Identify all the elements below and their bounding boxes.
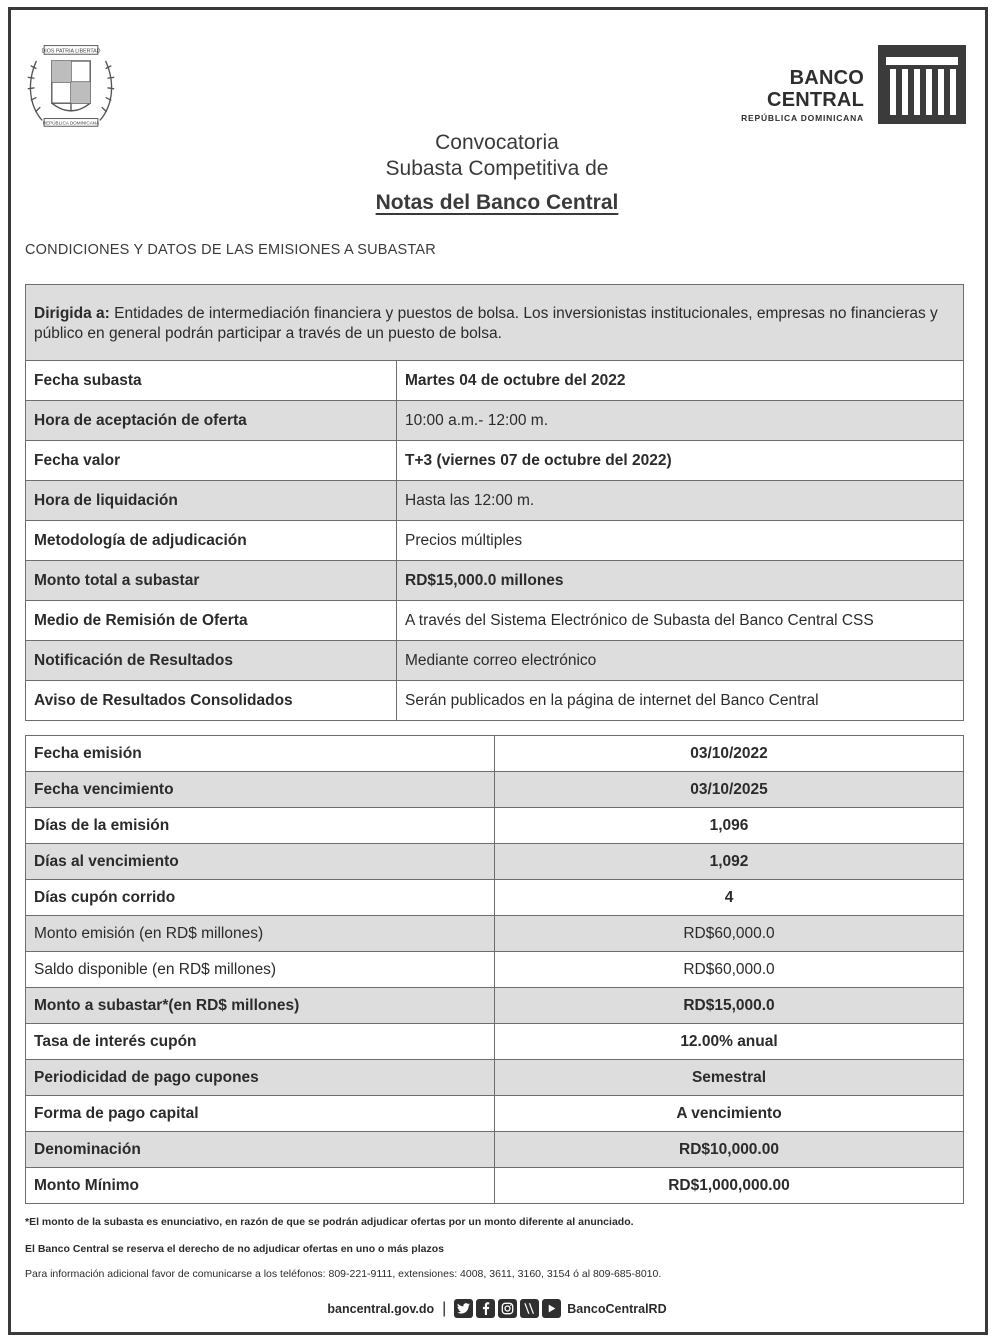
table-row: Tasa de interés cupón 12.00% anual xyxy=(26,1024,964,1060)
bank-country: REPÚBLICA DOMINICANA xyxy=(741,113,864,123)
bank-pillars-icon xyxy=(878,45,966,124)
footer-divider: | xyxy=(442,1299,447,1317)
youtube-icon[interactable] xyxy=(542,1299,561,1318)
footnote-auction-amount: *El monto de la subasta es enunciativo, en razón de que se podrán adjudicar ofertas por un monto diferente al anunciado. xyxy=(25,1216,634,1228)
bank-name: BANCO CENTRAL xyxy=(767,67,864,111)
table-row: Fecha vencimiento 03/10/2025 xyxy=(26,772,964,808)
table-row: Monto Mínimo RD$1,000,000.00 xyxy=(26,1168,964,1204)
table-row: Aviso de Resultados Consolidados Serán publicados en la página de internet del Banco Central xyxy=(26,681,964,721)
table-row: Periodicidad de pago cupones Semestral xyxy=(26,1060,964,1096)
audience-label: Dirigida a: xyxy=(34,304,110,322)
table-row: Notificación de Resultados Mediante correo electrónico xyxy=(26,641,964,681)
coat-of-arms-seal xyxy=(22,36,120,132)
website-link[interactable]: bancentral.gov.do xyxy=(327,1301,435,1316)
conditions-heading: CONDICIONES Y DATOS DE LAS EMISIONES A SUBASTAR xyxy=(25,242,436,258)
twitter-icon[interactable] xyxy=(454,1299,473,1318)
table-row: Hora de liquidación Hasta las 12:00 m. xyxy=(26,481,964,521)
title-line-1: Convocatoria xyxy=(435,131,559,154)
title-line-2: Subasta Competitiva de xyxy=(385,157,609,180)
table-row: Fecha valor T+3 (viernes 07 de octubre del 2022) xyxy=(26,441,964,481)
contact-info: Para información adicional favor de comunicarse a los teléfonos: 809-221-9111, extensiones: 4008, 3611, 3160, 3154 ó al 809-685-8010. xyxy=(25,1268,662,1280)
table-row: Días de la emisión 1,096 xyxy=(26,808,964,844)
table-row: Monto total a subastar RD$15,000.0 millones xyxy=(26,561,964,601)
table-row: Monto a subastar*(en RD$ millones) RD$15,000.0 xyxy=(26,988,964,1024)
footnote-reserve-right: El Banco Central se reserva el derecho de no adjudicar ofertas en uno o más plazos xyxy=(25,1243,444,1255)
audience-text: Entidades de intermediación financiera y puestos de bolsa. Los inversionistas institucionales, empresas no financieras y público en general podrán participar a través de un puesto de bolsa. xyxy=(34,304,938,342)
seal-bottom-banner: REPÚBLICA DOMINICANA xyxy=(42,120,100,126)
facebook-icon[interactable] xyxy=(476,1299,495,1318)
linkedin-icon[interactable] xyxy=(520,1299,539,1318)
table-row: Hora de aceptación de oferta 10:00 a.m.- 12:00 m. xyxy=(26,401,964,441)
table-row: Días al vencimiento 1,092 xyxy=(26,844,964,880)
table-row: Fecha emisión 03/10/2022 xyxy=(26,736,964,772)
instagram-icon[interactable] xyxy=(498,1299,517,1318)
table-row: Fecha subasta Martes 04 de octubre del 2022 xyxy=(26,361,964,401)
table-row: Saldo disponible (en RD$ millones) RD$60,000.0 xyxy=(26,952,964,988)
table-row: Forma de pago capital A vencimiento xyxy=(26,1096,964,1132)
seal-top-banner: DIOS PATRIA LIBERTAD xyxy=(41,48,101,55)
table-row: Denominación RD$10,000.00 xyxy=(26,1132,964,1168)
banco-central-logo xyxy=(690,45,966,125)
issue-details-table xyxy=(25,735,964,1204)
table-row: Metodología de adjudicación Precios múltiples xyxy=(26,521,964,561)
social-icons xyxy=(454,1299,561,1318)
footer xyxy=(0,1299,994,1318)
table-row: Medio de Remisión de Oferta A través del Sistema Electrónico de Subasta del Banco Central CSS xyxy=(26,601,964,641)
table-row: Días cupón corrido 4 xyxy=(26,880,964,916)
table-row: Monto emisión (en RD$ millones) RD$60,000.0 xyxy=(26,916,964,952)
auction-conditions-table xyxy=(25,284,964,721)
audience-row xyxy=(26,285,964,361)
page-title: Notas del Banco Central xyxy=(375,191,619,214)
social-handle[interactable]: BancoCentralRD xyxy=(567,1301,667,1316)
